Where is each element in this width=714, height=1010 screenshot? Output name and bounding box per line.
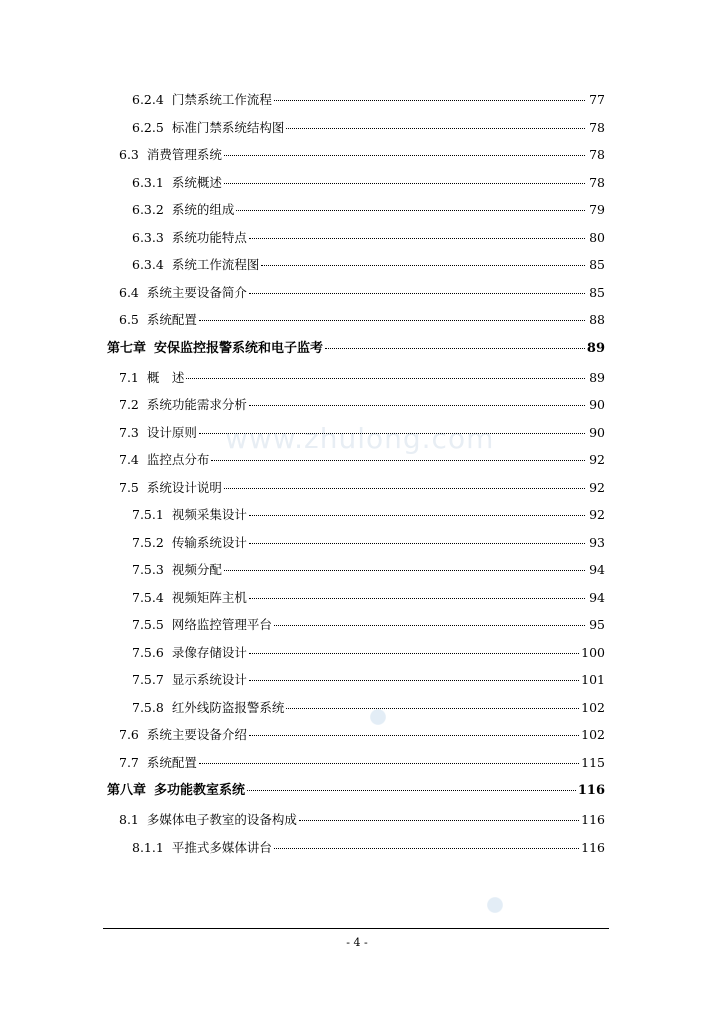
toc-dot-leader	[236, 209, 585, 211]
toc-entry-number: 第七章	[107, 340, 147, 356]
toc-entry-number: 6.3.3	[132, 229, 164, 245]
toc-entry-title: 概 述	[146, 369, 185, 385]
table-of-contents	[107, 86, 605, 861]
toc-dot-leader	[224, 487, 585, 489]
toc-entry-title: 系统功能需求分析	[146, 397, 247, 412]
toc-entry-page: 89	[586, 340, 605, 356]
toc-dot-leader	[247, 789, 576, 791]
toc-entry-title: 系统主要设备介绍	[146, 727, 247, 742]
watermark: www.zhulong.com	[225, 422, 495, 455]
toc-entry-title: 系统配置	[146, 312, 197, 327]
toc-entry-title: 多媒体电子教室的设备构成	[146, 812, 297, 827]
toc-entry-title: 系统的组成	[171, 202, 235, 217]
toc-dot-leader	[199, 762, 579, 764]
toc-dot-leader	[249, 679, 579, 681]
toc-entry[interactable]	[107, 279, 605, 307]
footer-divider	[103, 928, 609, 929]
toc-entry-page: 92	[589, 452, 605, 467]
toc-entry-number: 7.5.4	[132, 589, 164, 605]
toc-entry-page: 93	[589, 534, 605, 550]
toc-entry-page: 102	[581, 699, 605, 715]
toc-entry-page: 77	[589, 92, 605, 107]
toc-entry-number: 6.3.1	[132, 174, 164, 190]
toc-entry[interactable]	[107, 749, 605, 777]
toc-dot-leader	[186, 377, 585, 379]
toc-entry-number: 7.5.2	[132, 534, 164, 550]
toc-dot-leader	[224, 154, 585, 156]
toc-entry-number: 7.6	[119, 727, 139, 742]
toc-dot-leader	[249, 542, 585, 544]
toc-entry[interactable]	[107, 169, 605, 197]
toc-entry[interactable]	[107, 639, 605, 667]
toc-entry[interactable]	[107, 584, 605, 612]
toc-entry-title: 系统概述	[171, 174, 222, 190]
toc-entry-number: 6.2.5	[132, 119, 164, 135]
toc-entry-title: 传输系统设计	[171, 534, 247, 550]
toc-entry-title: 网络监控管理平台	[171, 617, 272, 632]
toc-entry-page: 92	[589, 479, 605, 495]
toc-entry-title: 显示系统设计	[171, 672, 247, 687]
toc-entry[interactable]	[107, 501, 605, 529]
toc-entry-page: 78	[589, 147, 605, 162]
toc-entry-number: 7.5.6	[132, 644, 164, 660]
toc-entry[interactable]	[107, 806, 605, 834]
toc-dot-leader	[211, 459, 585, 461]
toc-dot-leader	[249, 237, 585, 239]
toc-dot-leader	[261, 264, 585, 266]
toc-entry-title: 系统配置	[146, 754, 197, 770]
toc-entry-number: 7.7	[119, 754, 139, 770]
toc-entry[interactable]	[107, 114, 605, 142]
toc-entry-title: 视频采集设计	[171, 507, 247, 522]
toc-entry[interactable]	[107, 474, 605, 502]
toc-dot-leader	[249, 652, 579, 654]
toc-entry-number: 7.5.5	[132, 617, 164, 632]
toc-entry-number: 6.3	[119, 147, 139, 162]
toc-entry-page: 116	[581, 839, 605, 855]
watermark-flower-icon	[482, 892, 508, 918]
toc-entry[interactable]	[107, 196, 605, 224]
toc-entry[interactable]	[107, 364, 605, 392]
toc-entry-title: 系统功能特点	[171, 229, 247, 245]
toc-entry-title: 安保监控报警系统和电子监考	[154, 340, 324, 356]
toc-entry-title: 视频矩阵主机	[171, 589, 247, 605]
toc-entry[interactable]	[107, 446, 605, 474]
toc-dot-leader	[274, 99, 585, 101]
toc-entry[interactable]	[107, 251, 605, 279]
toc-entry-title: 红外线防盗报警系统	[171, 699, 285, 715]
toc-entry[interactable]	[107, 666, 605, 694]
toc-entry-page: 100	[581, 644, 605, 660]
toc-dot-leader	[224, 182, 585, 184]
toc-entry[interactable]	[107, 419, 605, 447]
toc-entry-page: 115	[581, 754, 605, 770]
toc-entry-number: 第八章	[107, 783, 147, 798]
toc-entry-page: 116	[577, 783, 605, 798]
toc-dot-leader	[274, 847, 579, 849]
toc-entry-page: 102	[581, 727, 605, 742]
toc-entry-number: 7.5.8	[132, 699, 164, 715]
toc-entry[interactable]	[107, 141, 605, 169]
toc-entry-page: 94	[589, 562, 605, 577]
toc-dot-leader	[286, 707, 579, 709]
toc-chapter-entry[interactable]	[107, 334, 605, 364]
toc-entry-page: 90	[589, 424, 605, 440]
toc-entry-title: 系统主要设备简介	[146, 284, 247, 300]
toc-chapter-entry[interactable]	[107, 776, 605, 806]
toc-dot-leader	[199, 319, 585, 321]
toc-entry-page: 79	[589, 202, 605, 217]
toc-dot-leader	[299, 819, 579, 821]
toc-entry-page: 85	[589, 284, 605, 300]
toc-entry[interactable]	[107, 306, 605, 334]
toc-dot-leader	[286, 127, 585, 129]
toc-dot-leader	[249, 514, 585, 516]
toc-entry-number: 7.5.3	[132, 562, 164, 577]
toc-entry[interactable]	[107, 224, 605, 252]
toc-entry-title: 录像存储设计	[171, 644, 247, 660]
toc-dot-leader	[325, 347, 585, 349]
toc-entry-title: 系统工作流程图	[171, 257, 260, 272]
toc-entry-page: 85	[589, 257, 605, 272]
toc-entry-number: 6.4	[119, 284, 139, 300]
toc-entry[interactable]	[107, 611, 605, 639]
toc-entry-number: 7.5	[119, 479, 139, 495]
toc-dot-leader	[224, 569, 585, 571]
toc-entry-page: 101	[581, 672, 605, 687]
toc-entry-number: 7.2	[119, 397, 139, 412]
toc-entry[interactable]	[107, 529, 605, 557]
toc-entry-page: 78	[589, 119, 605, 135]
toc-entry-title: 视频分配	[171, 562, 222, 577]
toc-entry-page: 94	[589, 589, 605, 605]
toc-entry[interactable]	[107, 556, 605, 584]
toc-entry-number: 7.1	[119, 369, 139, 385]
toc-dot-leader	[274, 624, 585, 626]
toc-entry-number: 7.5.1	[132, 507, 164, 522]
toc-entry[interactable]	[107, 391, 605, 419]
toc-entry-title: 设计原则	[146, 424, 197, 440]
toc-entry[interactable]	[107, 721, 605, 749]
toc-dot-leader	[249, 734, 579, 736]
toc-entry-page: 89	[589, 369, 605, 385]
toc-entry-title: 消费管理系统	[146, 147, 222, 162]
toc-entry-page: 95	[589, 617, 605, 632]
toc-entry-number: 8.1	[119, 812, 139, 827]
toc-entry-number: 6.3.2	[132, 202, 164, 217]
toc-entry-title: 平推式多媒体讲台	[171, 839, 272, 855]
toc-entry-number: 6.5	[119, 312, 139, 327]
toc-entry-title: 监控点分布	[146, 452, 210, 467]
toc-entry-page: 88	[589, 312, 605, 327]
toc-entry-number: 6.3.4	[132, 257, 164, 272]
toc-entry-number: 7.3	[119, 424, 139, 440]
toc-entry-page: 116	[581, 812, 605, 827]
toc-dot-leader	[249, 292, 585, 294]
toc-dot-leader	[249, 597, 585, 599]
toc-entry-page: 90	[589, 397, 605, 412]
toc-entry-page: 78	[589, 174, 605, 190]
toc-entry-number: 7.4	[119, 452, 139, 467]
page-number: - 4 -	[346, 936, 368, 949]
toc-entry[interactable]	[107, 694, 605, 722]
toc-entry-page: 92	[589, 507, 605, 522]
toc-entry-page: 80	[589, 229, 605, 245]
toc-entry-title: 多功能教室系统	[154, 783, 246, 798]
toc-entry-number: 8.1.1	[132, 839, 164, 855]
toc-entry-title: 标准门禁系统结构图	[171, 119, 285, 135]
toc-entry-title: 系统设计说明	[146, 479, 222, 495]
toc-entry[interactable]	[107, 834, 605, 862]
toc-entry-number: 7.5.7	[132, 672, 164, 687]
toc-dot-leader	[249, 404, 585, 406]
toc-entry-number: 6.2.4	[132, 92, 164, 107]
toc-entry[interactable]	[107, 86, 605, 114]
toc-entry-title: 门禁系统工作流程	[171, 92, 272, 107]
toc-dot-leader	[199, 432, 585, 434]
